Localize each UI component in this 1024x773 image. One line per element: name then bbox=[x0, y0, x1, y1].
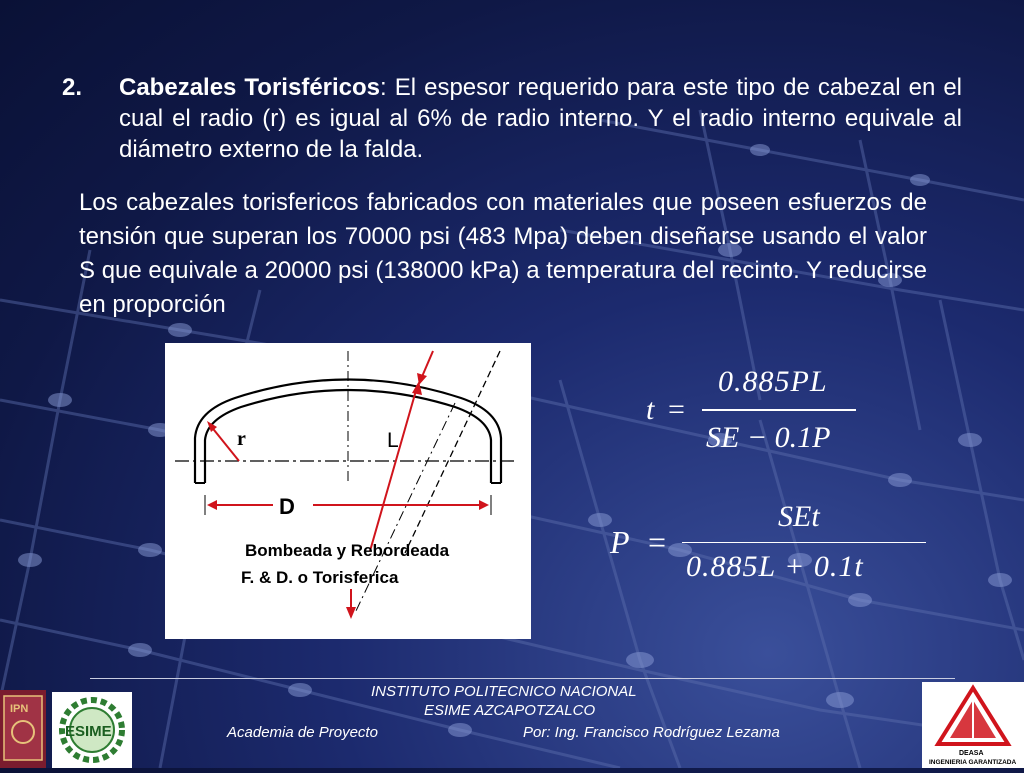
paragraph-line2: kPa) a temperatura del recinto. Y reducirse en proporción bbox=[79, 257, 928, 318]
figure-caption-1: Bombeada y Rebordeada bbox=[245, 541, 450, 560]
footer-school: ESIME AZCAPOTZALCO bbox=[424, 702, 596, 719]
deasa-subtext: INGENIERIA GARANTIZADA bbox=[929, 759, 1017, 766]
deasa-logo bbox=[922, 682, 1024, 768]
heading-body bbox=[119, 72, 962, 165]
footer-institution: INSTITUTO POLITECNICO NACIONAL bbox=[371, 683, 637, 700]
formula1-lhs: t bbox=[646, 393, 655, 426]
deasa-pyramid-icon bbox=[922, 682, 1024, 768]
formula-thickness bbox=[640, 365, 870, 465]
heading-title: Cabezales Torisféricos bbox=[119, 74, 381, 101]
item-number: 2. bbox=[62, 74, 83, 101]
heading-block bbox=[62, 72, 962, 165]
formula2-eq: = bbox=[648, 524, 667, 560]
ipn-emblem-icon bbox=[0, 690, 46, 768]
footer-divider bbox=[90, 678, 955, 679]
formula1-fraction-bar bbox=[702, 409, 856, 411]
figure-caption-2: F. & D. o Torisferica bbox=[241, 568, 399, 587]
formula2-fraction-bar bbox=[682, 542, 926, 543]
esime-logo-text: ESIME bbox=[65, 723, 112, 740]
formula2-lhs: P bbox=[610, 524, 630, 560]
deasa-text: DEASA bbox=[959, 750, 984, 757]
formula1-denominator: SE − 0.1P bbox=[706, 421, 831, 454]
label-r: r bbox=[237, 428, 246, 450]
formula-pressure bbox=[608, 500, 938, 590]
esime-logo bbox=[52, 692, 132, 768]
formula2-denominator: 0.885L + 0.1t bbox=[686, 550, 864, 583]
formula2-numerator: SEt bbox=[778, 500, 820, 533]
label-D: D bbox=[279, 494, 295, 519]
head-diagram bbox=[165, 343, 531, 639]
footer-academy: Academia de Proyecto bbox=[227, 724, 378, 741]
label-L: L bbox=[387, 429, 399, 452]
esime-gear-icon bbox=[52, 692, 132, 768]
ipn-logo bbox=[0, 690, 46, 768]
footer-author: Por: Ing. Francisco Rodríguez Lezama bbox=[523, 724, 780, 741]
formula1-numerator: 0.885PL bbox=[718, 365, 828, 398]
heading-text: : El espesor requerido para este tipo de cabezal en el cual el radio (r) es igual al 6% de radio interno. Y el radio interno equivale al diámetro externo de la falda. bbox=[119, 74, 962, 163]
description-paragraph bbox=[79, 186, 927, 322]
ipn-logo-text: IPN bbox=[10, 703, 29, 715]
paragraph-line1: Los cabezales torisfericos fabricados con materiales que poseen esfuerzos de tensión que superan los 70000 psi (483 Mpa) deben diseñarse usando el valor S que equivale a 20000 psi (138000 bbox=[79, 189, 927, 284]
formula1-eq: = bbox=[668, 393, 685, 426]
torispherical-head-figure bbox=[165, 343, 531, 639]
